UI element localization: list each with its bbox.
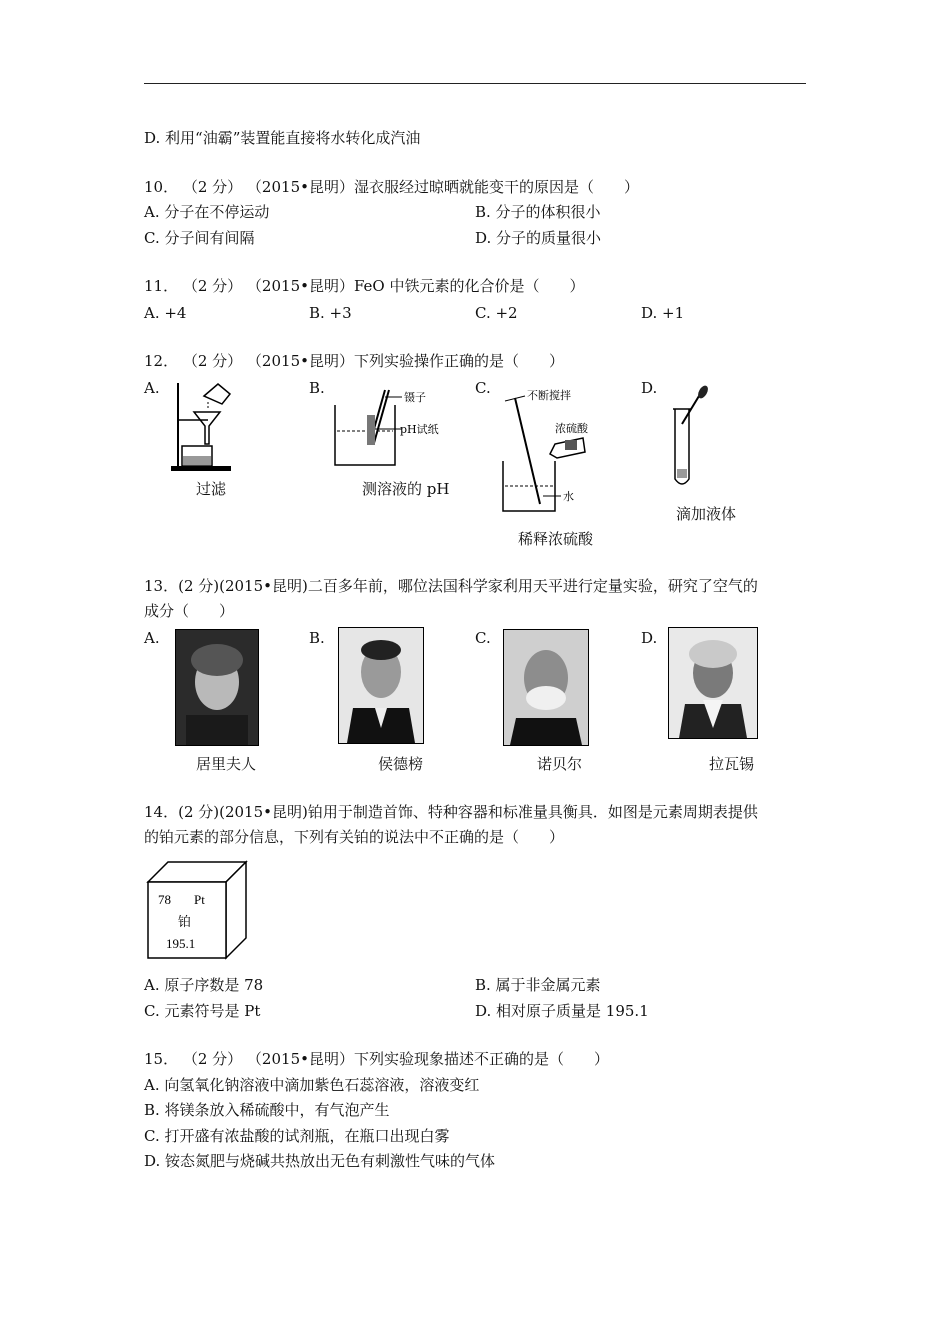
- tweezers-label: 镊子: [404, 391, 426, 404]
- portrait-hou: [338, 627, 424, 744]
- q13-option-d: D.: [641, 629, 658, 647]
- ph-test-figure: [330, 385, 440, 470]
- q13-option-a: A.: [144, 629, 160, 647]
- q11-option-b: B. +3: [309, 304, 352, 322]
- q13-stem-line2: 成分（ ）: [144, 602, 235, 620]
- q14-stem-line2: 的铂元素的部分信息，下列有关铂的说法中不正确的是（ ）: [144, 828, 565, 846]
- q13-caption-b: 侯德榜: [378, 755, 424, 773]
- q13-stem-line1: 13．(2 分)(2015•昆明)二百多年前，哪位法国科学家利用天平进行定量实验，研究了空气的: [144, 577, 758, 595]
- dilute-acid-figure: [495, 386, 620, 521]
- element-mass: 195.1: [166, 936, 196, 951]
- element-number: 78: [158, 892, 171, 907]
- q14-option-c: C. 元素符号是 Pt: [144, 1002, 261, 1020]
- q14-option-d: D. 相对原子质量是 195.1: [475, 1002, 649, 1020]
- q12-option-d: D.: [641, 379, 658, 397]
- q15-stem: 15． （2 分） （2015•昆明）下列实验现象描述不正确的是（ ）: [144, 1050, 609, 1068]
- q13-option-b: B.: [309, 629, 325, 647]
- element-symbol: Pt: [194, 892, 205, 907]
- q13-option-c: C.: [475, 629, 491, 647]
- portrait-lavoisier: [668, 627, 758, 739]
- portrait-nobel: [503, 629, 589, 746]
- q10-option-b: B. 分子的体积很小: [475, 203, 601, 221]
- element-name: 铂: [178, 915, 192, 930]
- water-label: 水: [563, 490, 574, 503]
- q9-option-d: D. 利用“油霸”装置能直接将水转化成汽油: [144, 129, 421, 147]
- q12-option-b: B.: [309, 379, 325, 397]
- q12-caption-d: 滴加液体: [676, 505, 737, 523]
- q11-option-a: A. +4: [144, 304, 187, 322]
- q14-option-b: B. 属于非金属元素: [475, 976, 601, 994]
- q11-stem: 11． （2 分） （2015•昆明）FeO 中铁元素的化合价是（ ）: [144, 277, 585, 295]
- q10-option-d: D. 分子的质量很小: [475, 229, 602, 247]
- filtration-figure: [168, 378, 238, 473]
- q10-stem: 10． （2 分） （2015•昆明）湿衣服经过晾晒就能变干的原因是（ ）: [144, 178, 639, 196]
- stir-label: 不断搅拌: [527, 389, 571, 402]
- portrait-curie: [175, 629, 259, 746]
- q12-option-a: A.: [144, 379, 160, 397]
- q12-caption-c: 稀释浓硫酸: [518, 530, 594, 548]
- q15-option-a: A. 向氢氧化钠溶液中滴加紫色石蕊溶液，溶液变红: [144, 1076, 480, 1094]
- q12-option-c: C.: [475, 379, 491, 397]
- q14-option-a: A. 原子序数是 78: [144, 976, 264, 994]
- q15-option-d: D. 铵态氮肥与烧碱共热放出无色有刺激性气味的气体: [144, 1152, 496, 1170]
- dropper-figure: [665, 384, 715, 494]
- platinum-element-cell: [144, 860, 249, 960]
- acid-label: 浓硫酸: [555, 422, 588, 435]
- q11-option-d: D. +1: [641, 304, 685, 322]
- q13-caption-a: 居里夫人: [196, 755, 257, 773]
- q12-caption-b: 测溶液的 pH: [362, 480, 450, 498]
- q10-option-c: C. 分子间有间隔: [144, 229, 255, 247]
- q12-stem: 12． （2 分） （2015•昆明）下列实验操作正确的是（ ）: [144, 352, 564, 370]
- q15-option-b: B. 将镁条放入稀硫酸中，有气泡产生: [144, 1101, 390, 1119]
- q12-caption-a: 过滤: [196, 480, 227, 498]
- header-rule: [144, 83, 806, 84]
- q13-caption-c: 诺贝尔: [537, 755, 583, 773]
- q13-caption-d: 拉瓦锡: [709, 755, 755, 773]
- q10-option-a: A. 分子在不停运动: [144, 203, 270, 221]
- ph-paper-label: pH试纸: [400, 423, 439, 436]
- q14-stem-line1: 14．(2 分)(2015•昆明)铂用于制造首饰、特种容器和标准量具衡具．如图是元素周期表提供: [144, 803, 758, 821]
- q11-option-c: C. +2: [475, 304, 518, 322]
- q15-option-c: C. 打开盛有浓盐酸的试剂瓶，在瓶口出现白雾: [144, 1127, 450, 1145]
